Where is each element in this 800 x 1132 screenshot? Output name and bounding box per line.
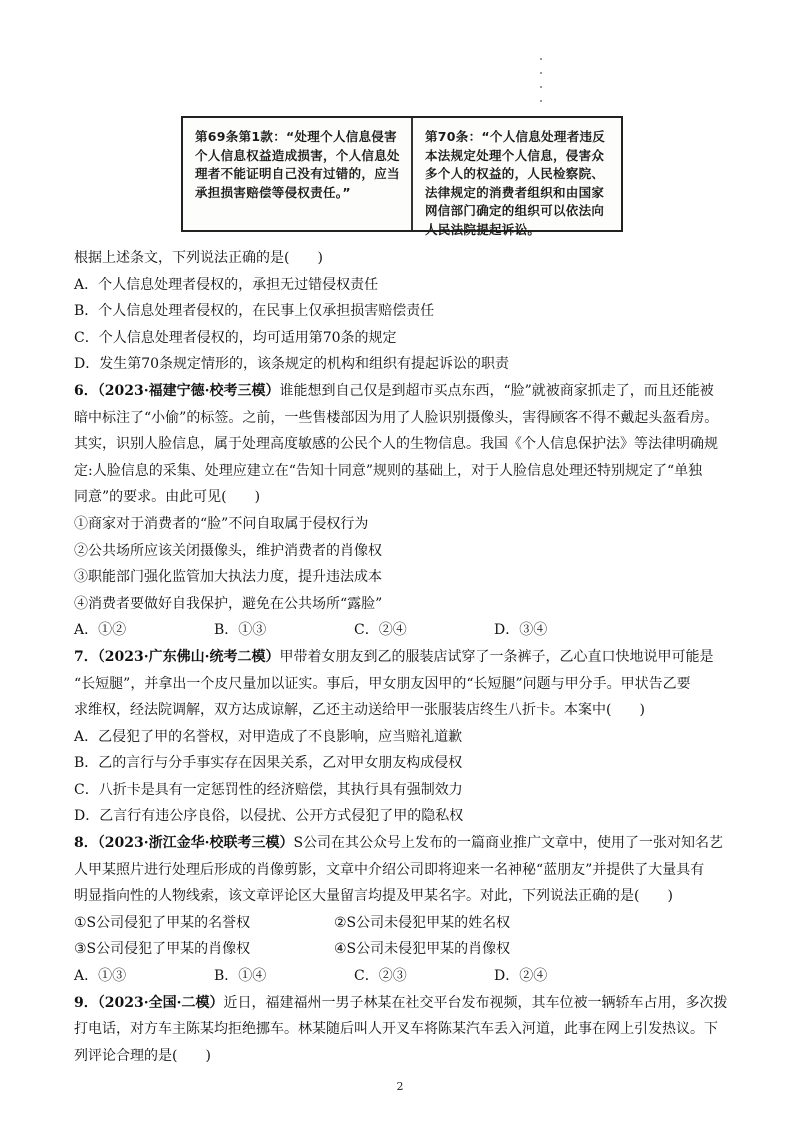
q9-number: 9．	[74, 994, 98, 1011]
q6-choice-a: A．①②	[74, 622, 127, 639]
q6-choices	[74, 617, 734, 644]
q8-statement-1: ①S公司侵犯了甲某的名誉权	[74, 914, 251, 931]
q6-text-line-4: 定:人脸信息的采集、处理应建立在“告知十同意”规则的基础上，对于人脸信息处理还特别规定了“单独	[74, 462, 703, 479]
q9-text-line-2: 打电话，对方车主陈某均拒绝挪车。林某随后叫人开叉车将陈某汽车丢入河道，此事在网上引发热议。下	[74, 1021, 718, 1038]
law-article-70: 第70条：“个人信息处理者违反本法规定处理个人信息，侵害众多个人的权益的，人民检察院、法律规定的消费者组织和由国家网信部门确定的组织可以依法向人民法院提起诉讼。	[425, 129, 606, 237]
q8-statements-row-2	[74, 936, 734, 963]
q9-text-line-1: 近日，福建福州一男子林某在社交平台发布视频，其车位被一辆轿车占用，多次拨	[223, 994, 728, 1011]
q8-choice-a: A．①③	[74, 968, 127, 985]
q5-option-d: D．发生第70条规定情形的，该条规定的机构和组织有提起诉讼的职责	[74, 356, 510, 373]
q9-source: （2023·全国·二模）	[97, 994, 224, 1011]
q6-number: 6．	[74, 382, 98, 399]
q8-statements-row-1	[74, 910, 734, 937]
q8-text-line-2: 人甲某照片进行处理后形成的肖像剪影，文章中介绍公司即将迎来一名神秘“蓝朋友”并提供了大量具有	[74, 861, 705, 878]
q8-number: 8．	[74, 835, 98, 852]
q6-choice-d: D．③④	[494, 622, 548, 639]
q8-text-line-3: 明显指向性的人物线索，该文章评论区大量留言均提及甲某名字。对此，下列说法正确的是( )	[74, 888, 673, 905]
q7-text-line-1: 甲带着女朋友到乙的服装店试穿了一条裤子，乙心直口快地说甲可能是	[279, 648, 714, 665]
q8-statement-3: ③S公司侵犯了甲某的肖像权	[74, 941, 251, 958]
scan-dots	[540, 58, 552, 108]
q9-first-line	[74, 990, 734, 1017]
document-body	[74, 245, 734, 1069]
q6-text-line-5: 同意”的要求。由此可见( )	[74, 489, 261, 506]
law-article-69: 第69条第1款：“处理个人信息侵害个人信息权益造成损害，个人信息处理者不能证明自己没有过错的，应当承担损害赔偿等侵权责任。”	[183, 118, 413, 230]
q8-statement-4: ④S公司未侵犯甲某的肖像权	[334, 941, 511, 958]
q7-source: （2023·广东佛山·统考二模）	[97, 648, 280, 665]
q6-choice-c: C．②④	[354, 622, 407, 639]
q8-source: （2023·浙江金华·校联考三模）	[97, 835, 294, 852]
q7-number: 7．	[74, 648, 98, 665]
q8-choices	[74, 963, 734, 990]
q6-first-line	[74, 378, 734, 405]
q8-choice-b: B．①④	[214, 968, 267, 985]
law-excerpt-image	[181, 116, 623, 237]
q5-option-a: A．个人信息处理者侵权的，承担无过错侵权责任	[74, 276, 379, 293]
q6-choice-b: B．①③	[214, 622, 267, 639]
q6-text-line-3: 其实，识别人脸信息，属于处理高度敏感的公民个人的生物信息。我国《个人信息保护法》等法律明确规	[74, 436, 718, 453]
q9-text-line-3: 列评论合理的是( )	[74, 1047, 211, 1064]
q6-statement-4: ④消费者要做好自我保护，避免在公共场所“露脸”	[74, 595, 383, 612]
q7-option-a: A．乙侵犯了甲的名誉权，对甲造成了不良影响，应当赔礼道歉	[74, 728, 463, 745]
q5-stem: 根据上述条文，下列说法正确的是( )	[74, 250, 323, 266]
q8-choice-d: D．②④	[494, 968, 548, 985]
q8-choice-c: C．②③	[354, 968, 407, 985]
q6-source: （2023·福建宁德·校考三模）	[97, 382, 280, 399]
q7-text-line-3: 求维权，经法院调解，双方达成谅解，乙还主动送给甲一张服装店终生八折卡。本案中( )	[74, 702, 645, 719]
q7-text-line-2: “长短腿”，并拿出一个皮尺量加以证实。事后，甲女朋友因甲的“长短腿”问题与甲分手。甲状告乙要	[74, 675, 691, 692]
q6-statement-3: ③职能部门强化监管加大执法力度，提升违法成本	[74, 569, 382, 586]
q6-text-line-2: 暗中标注了“小偷”的标签。之前，一些售楼部因为用了人脸识别摄像头，害得顾客不得不戴起头盔看房。	[74, 409, 719, 426]
q8-text-line-1: S公司在其公众号上发布的一篇商业推广文章中，使用了一张对知名艺	[293, 835, 724, 852]
q8-statement-2: ②S公司未侵犯甲某的姓名权	[334, 914, 511, 931]
q7-option-c: C．八折卡是具有一定惩罚性的经济赔偿，其执行具有强制效力	[74, 781, 463, 798]
q7-option-b: B．乙的言行与分手事实存在因果关系，乙对甲女朋友构成侵权	[74, 755, 463, 772]
q5-option-b: B．个人信息处理者侵权的，在民事上仅承担损害赔偿责任	[74, 303, 435, 320]
q6-text-line-1: 谁能想到自己仅是到超市买点东西，“脸”就被商家抓走了，而且还能被	[279, 382, 714, 399]
q7-first-line	[74, 644, 734, 671]
q5-option-c: C．个人信息处理者侵权的，均可适用第70条的规定	[74, 329, 397, 346]
q6-statement-1: ①商家对于消费者的“脸”不问自取属于侵权行为	[74, 515, 369, 532]
q8-first-line	[74, 830, 734, 857]
page-number: 2	[396, 1080, 404, 1093]
q6-statement-2: ②公共场所应该关闭摄像头，维护消费者的肖像权	[74, 542, 382, 559]
q7-option-d: D．乙言行有违公序良俗，以侵扰、公开方式侵犯了甲的隐私权	[74, 808, 464, 825]
